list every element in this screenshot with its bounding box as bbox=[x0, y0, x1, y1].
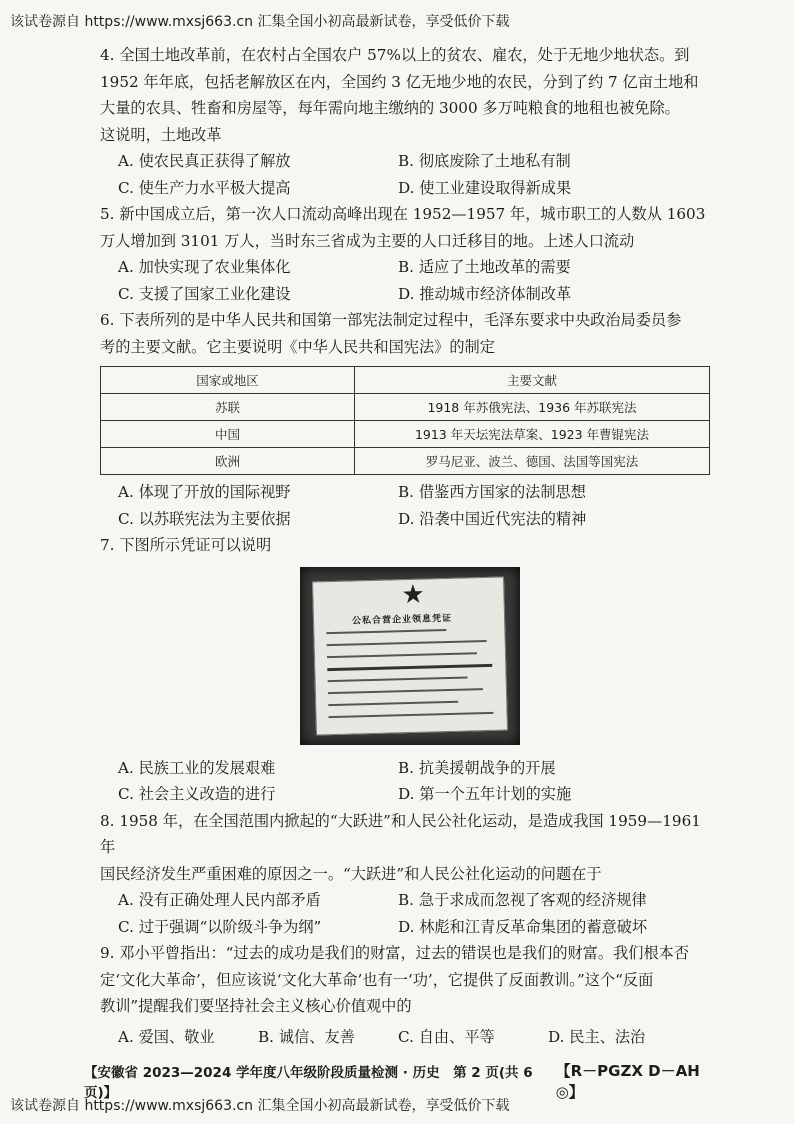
table-cell: 1918 年苏俄宪法、1936 年苏联宪法 bbox=[355, 394, 710, 421]
option-d: D. 林彪和江青反革命集团的蓄意破坏 bbox=[398, 917, 648, 936]
question-5-line: 万人增加到 3101 万人，当时东三省成为主要的人口迁移目的地。上述人口流动 bbox=[100, 231, 635, 250]
question-5-options bbox=[100, 254, 720, 307]
certificate-text-line bbox=[327, 652, 477, 658]
question-7 bbox=[100, 532, 720, 559]
table-row bbox=[101, 448, 710, 475]
option-a: A. 体现了开放的国际视野 bbox=[118, 483, 291, 501]
question-4-line: 这说明，土地改革 bbox=[100, 125, 222, 144]
option-a: A. 使农民真正获得了解放 bbox=[118, 152, 291, 170]
table-header: 主要文献 bbox=[355, 367, 710, 394]
question-7-line: 7. 下图所示凭证可以说明 bbox=[100, 536, 272, 554]
option-c: C. 自由、平等 bbox=[398, 1027, 495, 1046]
question-9-line: 定‘文化大革命’，但应该说‘文化大革命’也有一‘功’，它提供了反面教训。”这个“反面 bbox=[100, 970, 654, 989]
table-cell: 苏联 bbox=[101, 394, 355, 421]
option-b: B. 适应了土地改革的需要 bbox=[398, 258, 571, 276]
option-c: C. 使生产力水平极大提高 bbox=[118, 178, 291, 197]
footer-code: 【R－PGZX D－AH ◎】 bbox=[555, 1062, 700, 1101]
question-5-line: 5. 新中国成立后，第一次人口流动高峰出现在 1952—1957 年，城市职工的人数从 1603 bbox=[100, 205, 706, 223]
question-8-options bbox=[100, 887, 720, 940]
question-7-options bbox=[100, 755, 720, 808]
question-4-line: 1952 年年底，包括老解放区在内，全国约 3 亿无地少地的农民，分到了约 7 亿亩土地和 bbox=[100, 72, 699, 91]
option-c: C. 过于强调“以阶级斗争为纲” bbox=[118, 917, 322, 936]
certificate-text-line bbox=[328, 676, 468, 682]
certificate-title: 公私合营企业领息凭证 bbox=[351, 613, 453, 627]
table-row bbox=[101, 394, 710, 421]
option-d: D. 使工业建设取得新成果 bbox=[398, 178, 572, 197]
question-9-line: 9. 邓小平曾指出：“过去的成功是我们的财富，过去的错误也是我们的财富。我们根本否 bbox=[100, 944, 690, 962]
option-a: A. 爱国、敬业 bbox=[118, 1027, 215, 1046]
table-cell: 1913 年天坛宪法草案、1923 年曹锟宪法 bbox=[355, 421, 710, 448]
option-b: B. 抗美援朝战争的开展 bbox=[398, 758, 556, 777]
watermark-top: 该试卷源自 https://www.mxsj663.cn 汇集全国小初高最新试卷，享受低价下载 bbox=[10, 14, 510, 30]
table-header: 国家或地区 bbox=[101, 367, 355, 394]
table-cell: 罗马尼亚、波兰、德国、法国等国宪法 bbox=[355, 448, 710, 475]
question-4 bbox=[100, 42, 720, 148]
option-c: C. 支援了国家工业化建设 bbox=[118, 284, 291, 303]
option-a: A. 加快实现了农业集体化 bbox=[118, 258, 291, 276]
footer-text: 【安徽省 2023—2024 学年度八年级阶段质量检测 · 历史 第 2 页(共 6 页)】 bbox=[84, 1065, 533, 1101]
constitution-documents-table bbox=[100, 366, 710, 475]
exam-content bbox=[100, 42, 720, 1050]
question-4-line: 4. 全国土地改革前，在农村占全国农户 57%以上的贫农、雇农，处于无地少地状态。到 bbox=[100, 46, 690, 64]
table-header-row bbox=[101, 367, 710, 394]
certificate-text-line bbox=[326, 629, 446, 634]
question-8-line: 国民经济发生严重困难的原因之一。“大跃进”和人民公社化运动的问题在于 bbox=[100, 864, 602, 883]
certificate-text-line bbox=[327, 639, 487, 645]
option-d: D. 第一个五年计划的实施 bbox=[398, 785, 572, 803]
option-d: D. 沿袭中国近代宪法的精神 bbox=[398, 509, 587, 528]
question-8-line: 8. 1958 年，在全国范围内掀起的“大跃进”和人民公社化运动，是造成我国 1959—1961 年 bbox=[100, 811, 701, 856]
question-9-options bbox=[100, 1024, 720, 1051]
question-6-line: 6. 下表所列的是中华人民共和国第一部宪法制定过程中，毛泽东要求中央政治局委员参 bbox=[100, 311, 682, 329]
certificate-text-line bbox=[328, 688, 483, 694]
option-d: D. 推动城市经济体制改革 bbox=[398, 284, 572, 303]
option-c: C. 社会主义改造的进行 bbox=[118, 785, 276, 803]
question-9 bbox=[100, 940, 720, 1020]
question-4-options bbox=[100, 148, 720, 201]
option-a: A. 没有正确处理人民内部矛盾 bbox=[118, 891, 321, 909]
question-5 bbox=[100, 201, 720, 254]
table-cell: 欧洲 bbox=[101, 448, 355, 475]
option-b: B. 彻底废除了土地私有制 bbox=[398, 152, 571, 170]
question-4-line: 大量的农具、牲畜和房屋等，每年需向地主缴纳的 3000 多万吨粮食的地租也被免除。 bbox=[100, 99, 680, 117]
question-6-line: 考的主要文献。它主要说明《中华人民共和国宪法》的制定 bbox=[100, 337, 495, 356]
question-6-options bbox=[100, 479, 720, 532]
certificate-text-line bbox=[328, 700, 458, 705]
option-d: D. 民主、法治 bbox=[548, 1027, 646, 1046]
certificate-text-line bbox=[329, 711, 494, 717]
question-6 bbox=[100, 307, 720, 360]
table-cell: 中国 bbox=[101, 421, 355, 448]
certificate bbox=[312, 576, 508, 735]
certificate-photo-wrap bbox=[100, 567, 720, 745]
option-a: A. 民族工业的发展艰难 bbox=[118, 758, 276, 777]
certificate-photo bbox=[300, 567, 520, 745]
watermark-bottom: 该试卷源自 https://www.mxsj663.cn 汇集全国小初高最新试卷，享受低价下载 bbox=[10, 1098, 510, 1114]
star-icon: ★ bbox=[401, 579, 426, 610]
table-row bbox=[101, 421, 710, 448]
option-b: B. 借鉴西方国家的法制思想 bbox=[398, 483, 586, 501]
question-8 bbox=[100, 808, 720, 888]
option-b: B. 诚信、友善 bbox=[258, 1027, 355, 1046]
certificate-text-line bbox=[327, 663, 492, 670]
option-b: B. 急于求成而忽视了客观的经济规律 bbox=[398, 891, 647, 909]
question-9-line: 教训”提醒我们要坚持社会主义核心价值观中的 bbox=[100, 997, 412, 1015]
option-c: C. 以苏联宪法为主要依据 bbox=[118, 509, 291, 528]
